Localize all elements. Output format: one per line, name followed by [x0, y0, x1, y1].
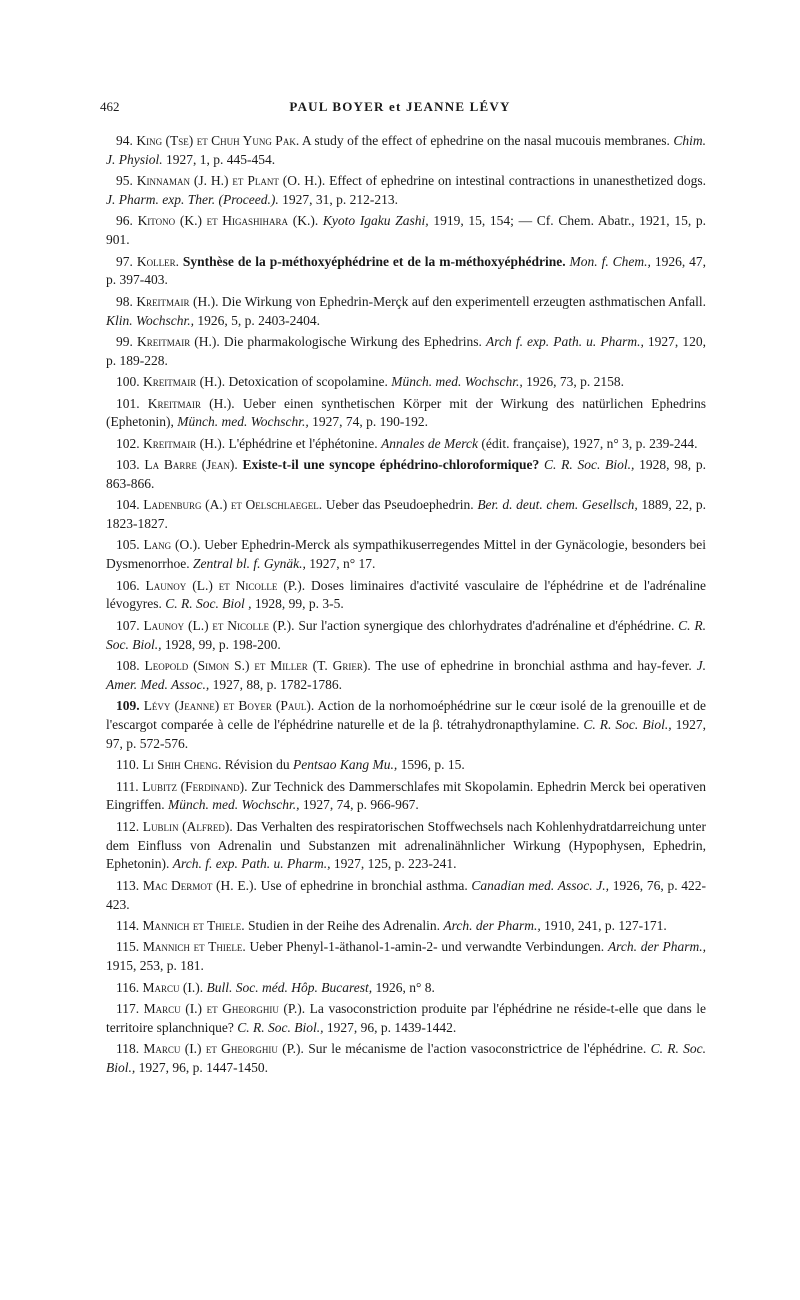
ref-authors: Lublin (Alfred).	[142, 818, 233, 834]
ref-journal: Arch. der Pharm.,	[607, 939, 707, 955]
ref-title: A study of the effect of ephedrine on the nasal mucouis membranes.	[301, 133, 670, 148]
ref-journal: Münch. med. Wochschr.,	[167, 797, 300, 813]
ref-number: 117.	[116, 1000, 140, 1016]
ref-title: La vasoconstriction produite par l'éphédrine ne réside-t-elle que dans le territoire splanchnique?	[106, 1000, 706, 1035]
ref-details: 1889, 22, p. 1823-1827.	[106, 497, 706, 532]
ref-authors: Kitono (K.) et Higashihara (K.).	[137, 213, 319, 229]
ref-title: Sur l'action synergique des chlorhydrates d'adrénaline et d'éphédrine.	[298, 617, 675, 633]
ref-journal: Münch. med. Wochschr.,	[391, 374, 523, 390]
running-head: PAUL BOYER et JEANNE LÉVY	[289, 99, 511, 114]
ref-title: Ueber Phenyl-1-äthanol-1-amin-2- und verwandte Verbindungen.	[249, 939, 605, 955]
reference-entry	[106, 1000, 706, 1038]
reference-entry	[106, 253, 706, 291]
ref-details: 1926, 5, p. 2403-2404.	[197, 312, 321, 328]
ref-number: 106.	[116, 577, 140, 593]
ref-title: Die pharmakologische Wirkung des Ephedrins.	[223, 333, 482, 349]
ref-authors: Marcu (I.) et Gheorghiu (P.).	[143, 1000, 306, 1016]
ref-number: 99.	[116, 333, 133, 349]
ref-title: Action de la norhomoéphédrine sur le cœur isolé de la grenouille et de l'escargot comparée à celle de l'éphédrine naturelle et de la β. tétrahydronapthylamine.	[106, 698, 706, 733]
ref-details: 1927, 97, p. 572-576.	[106, 717, 706, 751]
ref-number: 98.	[116, 293, 133, 309]
page-header	[100, 99, 700, 119]
ref-details: 1926, 73, p. 2158.	[526, 374, 624, 390]
ref-number: 97.	[116, 253, 133, 269]
reference-entry	[106, 938, 706, 976]
reference-entry	[106, 293, 706, 331]
ref-title: Detoxication of scopolamine.	[228, 374, 388, 390]
ref-details: 1927, 74, p. 190-192.	[312, 414, 428, 430]
reference-entry	[106, 395, 706, 433]
ref-title: Ueber das Pseudoephedrin.	[325, 497, 474, 513]
reference-entry	[106, 212, 706, 250]
reference-entry	[106, 577, 706, 615]
ref-details: 1928, 99, p. 198-200.	[164, 636, 281, 652]
ref-authors: Lang (O.).	[143, 537, 201, 553]
reference-entry	[106, 756, 706, 775]
ref-details: 1596, p. 15.	[400, 757, 465, 773]
ref-details: 1927, n° 17.	[309, 556, 376, 572]
ref-number: 103.	[116, 457, 140, 473]
ref-journal: Ber. d. deut. chem. Gesellsch,	[477, 497, 638, 513]
ref-title: Studien in der Reihe des Adrenalin.	[248, 917, 440, 933]
ref-authors: Launoy (L.) et Nicolle (P.).	[143, 617, 295, 633]
ref-details: 1926, 47, p. 397-403.	[106, 253, 707, 288]
reference-entry	[106, 617, 706, 655]
ref-title: Doses liminaires d'activité vasculaire de l'éphédrine et de l'adrénaline lévogyres.	[106, 577, 706, 612]
ref-number: 110.	[116, 757, 140, 773]
ref-authors: Leopold (Simon S.) et Miller (T. Grier).	[144, 658, 371, 674]
ref-journal: Annales de Merck	[381, 435, 479, 451]
ref-number: 118.	[116, 1041, 140, 1057]
ref-title: Existe-t-il une syncope éphédrino-chloroformique?	[242, 457, 540, 473]
ref-authors: Koller.	[136, 253, 179, 269]
ref-number: 115.	[116, 939, 140, 955]
ref-number: 94.	[116, 133, 133, 148]
reference-entry	[106, 172, 706, 210]
ref-details: 1927, 96, p. 1439-1442.	[326, 1019, 457, 1035]
ref-journal: J. Amer. Med. Assoc.,	[106, 658, 707, 692]
ref-journal: C. R. Soc. Biol.,	[583, 717, 672, 733]
ref-details: 1927, 96, p. 1447-1450.	[138, 1059, 268, 1075]
ref-number: 95.	[116, 173, 133, 189]
ref-number: 102.	[116, 435, 140, 451]
reference-entry	[106, 657, 706, 695]
ref-journal: C. R. Soc. Biol.,	[544, 457, 635, 473]
ref-journal: Chim. J. Physiol.	[106, 133, 706, 167]
ref-details: (édit. française), 1927, n° 3, p. 239-244.	[481, 435, 698, 451]
ref-details: 1927, 120, p. 189-228.	[106, 333, 706, 368]
ref-number: 112.	[116, 818, 140, 834]
ref-title: Zur Technick des Dammerschlafes mit Skopolamin. Ephedrin Merck bei operativen Eingriffen.	[106, 778, 707, 813]
ref-authors: Ladenburg (A.) et Oelschlaegel.	[143, 497, 323, 513]
ref-number: 104.	[116, 497, 140, 513]
ref-details: 1926, 76, p. 422-423.	[106, 877, 707, 912]
ref-number: 113.	[116, 877, 140, 893]
ref-authors: Kreitmair (H.).	[143, 435, 226, 451]
ref-title: Das Verhalten des respiratorischen Stoffwechsels nach Kohlenhydratdarreichung unter dem Einfluss von Adrenalin und Substanzen mit adrenalinähnlicher Wirkung (Hypophysen, Ephedrin, Ephetonin).	[106, 818, 706, 872]
reference-entry	[106, 435, 706, 454]
ref-authors: Kreitmair (H.).	[143, 374, 226, 390]
ref-journal: Zentral bl. f. Gynäk.,	[192, 556, 306, 572]
reference-entry	[106, 373, 706, 392]
ref-details: 1928, 98, p. 863-866.	[106, 457, 706, 491]
ref-authors: La Barre (Jean).	[144, 457, 238, 473]
ref-number: 108.	[116, 658, 140, 674]
page-number: 462	[100, 99, 120, 114]
reference-entry	[106, 917, 706, 936]
ref-details: 1927, 74, p. 966-967.	[302, 797, 419, 813]
ref-number: 114.	[116, 917, 140, 933]
reference-entry	[106, 1040, 706, 1078]
ref-number: 105.	[116, 537, 140, 553]
ref-authors: Kreitmair (H.).	[147, 395, 235, 411]
ref-authors: Kinnaman (J. H.) et Plant (O. H.).	[136, 173, 326, 189]
ref-details: 1928, 99, p. 3-5.	[254, 596, 344, 612]
ref-journal: C. R. Soc. Biol.,	[106, 617, 706, 652]
ref-number: 100.	[116, 374, 140, 390]
ref-title: Use of ephedrine in bronchial asthma.	[260, 877, 468, 893]
ref-journal: J. Pharm. exp. Ther. (Proceed.).	[106, 191, 279, 207]
reference-entry	[106, 818, 706, 874]
ref-authors: Lubitz (Ferdinand).	[142, 778, 248, 794]
ref-authors: Lévy (Jeanne) et Boyer (Paul).	[143, 698, 315, 714]
ref-number: 116.	[116, 979, 140, 995]
ref-number: 101.	[116, 395, 140, 411]
ref-title: The use of ephedrine in bronchial asthma and hay-fever.	[375, 658, 692, 674]
ref-number: 96.	[116, 213, 133, 229]
ref-authors: Kreitmair (H.).	[136, 293, 219, 309]
ref-journal: C. R. Soc. Biol.,	[237, 1019, 324, 1035]
reference-entry	[106, 979, 706, 998]
reference-entry	[106, 333, 706, 371]
ref-journal: Mon. f. Chem.,	[569, 253, 651, 269]
ref-number: 109.	[116, 698, 140, 714]
ref-authors: Li Shih Cheng.	[142, 757, 222, 773]
ref-title: Die Wirkung von Ephedrin-Merçk auf den experimentell erzeugten asthmatischen Anfall.	[221, 293, 706, 309]
ref-details: 1927, 1, p. 445-454.	[166, 151, 276, 167]
ref-journal: Arch. der Pharm.,	[443, 917, 541, 933]
ref-journal: Klin. Wochschr.,	[106, 312, 195, 328]
ref-title: Sur le mécanisme de l'action vasoconstrictrice de l'éphédrine.	[308, 1041, 647, 1057]
ref-details: 1927, 88, p. 1782-1786.	[212, 676, 342, 692]
ref-title: Effect of ephedrine on intestinal contractions in unanesthetized dogs.	[329, 173, 706, 189]
ref-journal: Pentsao Kang Mu.,	[293, 757, 398, 773]
ref-journal: Arch. f. exp. Path. u. Pharm.,	[172, 856, 331, 872]
ref-authors: King (Tse) et Chuh Yung Pak.	[136, 133, 300, 148]
ref-authors: Mac Dermot (H. E.).	[142, 877, 257, 893]
ref-details: 1915, 253, p. 181.	[106, 958, 204, 974]
ref-journal: C. R. Soc. Biol ,	[165, 596, 252, 612]
ref-journal: Canadian med. Assoc. J.,	[471, 877, 610, 893]
ref-details: 1926, n° 8.	[375, 979, 435, 995]
ref-title: Révision du	[224, 757, 290, 773]
ref-authors: Marcu (I.) et Gheorghiu (P.).	[143, 1041, 304, 1057]
ref-number: 111.	[116, 778, 139, 794]
ref-authors: Kreitmair (H.).	[136, 333, 220, 349]
ref-details: 1927, 125, p. 223-241.	[333, 856, 457, 872]
ref-details: 1919, 15, 154; — Cf. Chem. Abatr., 1921, 15, p. 901.	[106, 213, 707, 248]
reference-list	[106, 132, 706, 1080]
ref-journal: C. R. Soc. Biol.,	[106, 1041, 706, 1075]
ref-details: 1927, 31, p. 212-213.	[282, 191, 398, 207]
ref-authors: Mannich et Thiele.	[142, 939, 246, 955]
ref-journal: Bull. Soc. méd. Hôp. Bucarest,	[206, 979, 373, 995]
ref-title: Synthèse de la p-méthoxyéphédrine et de la m-méthoxyéphédrine.	[182, 253, 566, 269]
reference-entry	[106, 778, 706, 816]
ref-journal: Arch f. exp. Path. u. Pharm.,	[486, 333, 644, 349]
ref-authors: Launoy (L.) et Nicolle (P.).	[145, 577, 306, 593]
ref-title: Ueber einen synthetischen Körper mit der Wirkung des natürlichen Ephedrins (Ephetonin),	[106, 395, 706, 430]
reference-entry	[106, 877, 706, 915]
ref-journal: Münch. med. Wochschr.,	[177, 414, 309, 430]
ref-title: L'éphédrine et l'éphétonine.	[228, 435, 378, 451]
ref-number: 107.	[116, 617, 140, 633]
reference-entry	[106, 697, 706, 753]
ref-authors: Marcu (I.).	[142, 979, 204, 995]
ref-title: Ueber Ephedrin-Merck als sympathikuserregendes Mittel in der Gynäcologie, besonders bei Dysmenorrhoe.	[106, 537, 706, 572]
ref-authors: Mannich et Thiele.	[142, 917, 245, 933]
reference-entry	[106, 456, 706, 494]
ref-details: 1910, 241, p. 127-171.	[544, 917, 667, 933]
reference-entry	[106, 536, 706, 574]
ref-journal: Kyoto Igaku Zashi,	[322, 213, 429, 229]
reference-entry	[106, 132, 706, 170]
reference-entry	[106, 496, 706, 534]
